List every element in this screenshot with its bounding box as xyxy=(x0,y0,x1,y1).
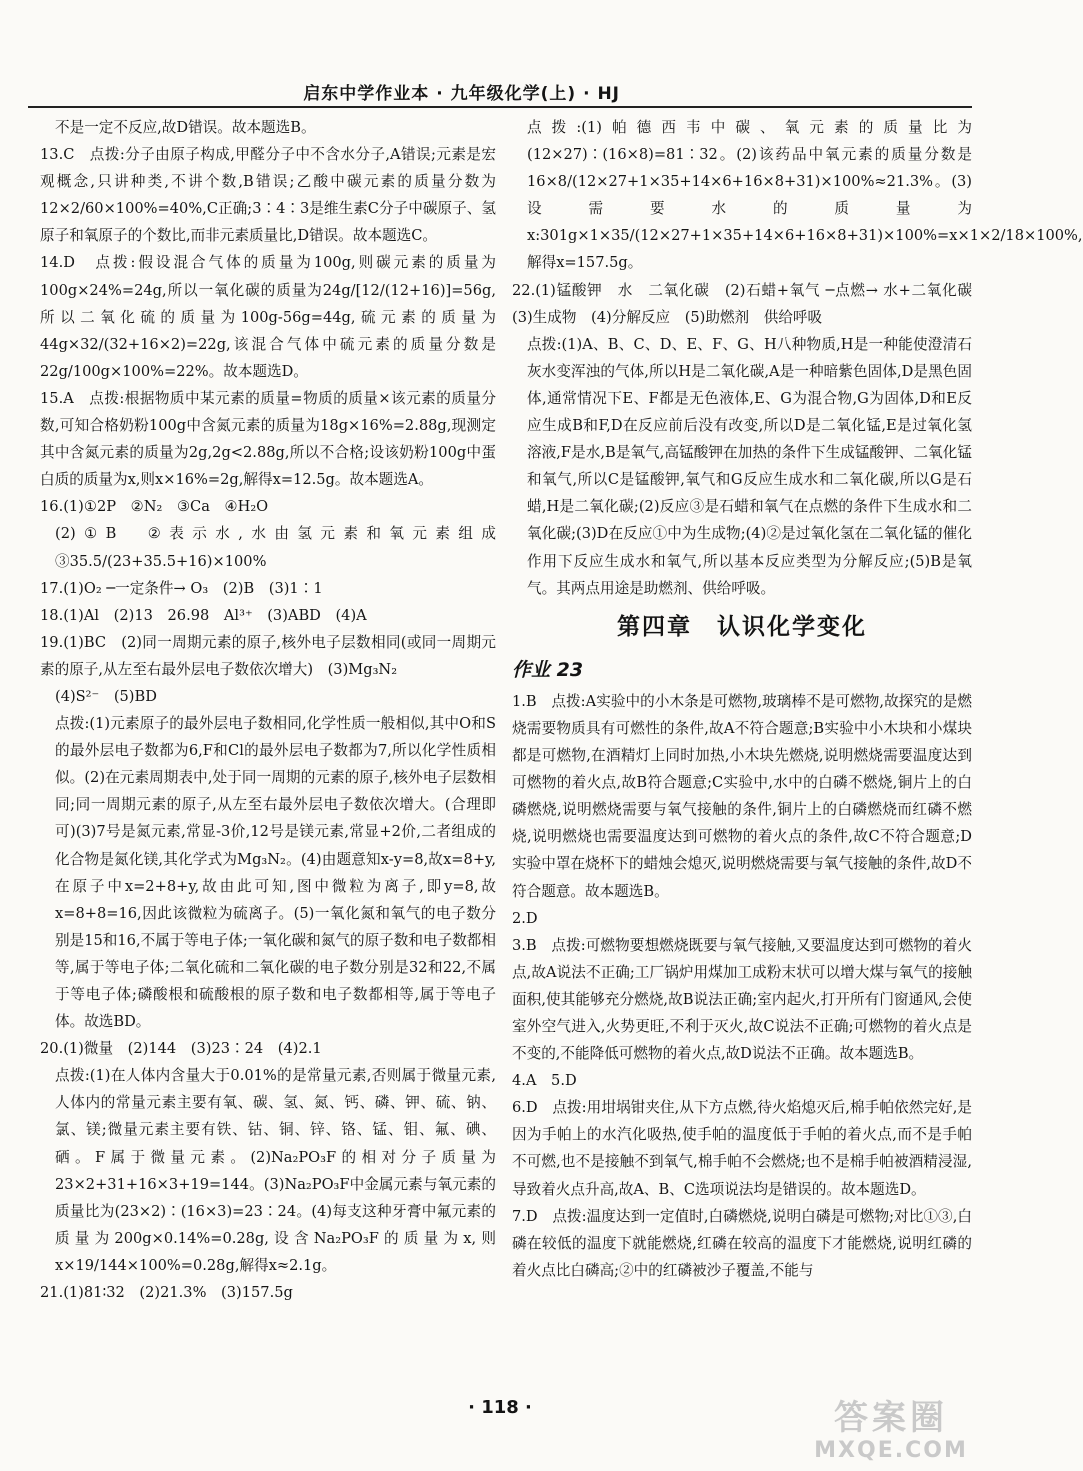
answer-paragraph: 22.(1)锰酸钾 水 二氧化碳 (2)石蜡+氧气 ─点燃→ 水+二氧化碳 (3)生成物 (4)分解反应 (5)助燃剂 供给呼吸 xyxy=(512,281,987,326)
watermark-url: MXQE.COM xyxy=(814,1438,968,1463)
answer-paragraph: 6.D 点拨:用坩埚钳夹住,从下方点燃,待火焰熄灭后,棉手帕依然完好,是因为手帕上的水汽化吸热,使手帕的温度低于手帕的着火点,而不是手帕不可燃,也不是接触不到氧气,棉手帕不会燃烧;也不是棉手帕被酒精浸湿,导致着火点升高,故A、B、C选项说法均是错误的。故本题选D。 xyxy=(512,1099,972,1198)
answer-paragraph: 18.(1)Al (2)13 26.98 Al³⁺ (3)ABD (4)A xyxy=(40,606,367,624)
answer-paragraph: (4)S²⁻ (5)BD xyxy=(55,687,157,705)
watermark-text: 答案圈 xyxy=(834,1398,948,1438)
page-number: · 118 · xyxy=(468,1397,532,1418)
answer-paragraph: 7.D 点拨:温度达到一定值时,白磷燃烧,说明白磷是可燃物;对比①③,白磷在较低的温度下就能燃烧,红磷在较高的温度下才能燃烧,说明红磷的着火点比白磷高;②中的红磷被沙子覆盖,不能与 xyxy=(512,1207,972,1279)
page-header xyxy=(28,82,972,108)
chapter-title: 第四章 认识化学变化 xyxy=(617,613,867,640)
answer-paragraph: 16.(1)①2P ②N₂ ③Ca ④H₂O xyxy=(40,498,269,516)
answer-paragraph: 14.D 点拨:假设混合气体的质量为100g,则碳元素的质量为100g×24%=24g,所以一氧化碳的质量为24g/[12/(12+16)]=56g,所以二氧化硫的质量为100g-56g=44g,硫元素的质量为44g×32/(32+16×2)=22g,该混合气体中硫元素的质量分数是22g/100g×100%=22%。故本题选D。 xyxy=(40,254,496,380)
answer-paragraph: 19.(1)BC (2)同一周期元素的原子,核外电子层数相同(或同一周期元素的原子,从左至右最外层电子数依次增大) (3)Mg₃N₂ xyxy=(40,633,496,678)
answer-paragraph: 13.C 点拨:分子由原子构成,甲醛分子中不含水分子,A错误;元素是宏观概念,只讲种类,不讲个数,B错误;乙酸中碳元素的质量分数为12×2/60×100%=40%,C正确;3∶4∶3是维生素C分子中碳原子、氢原子和氧原子的个数比,而非元素质量比,D错误。故本题选C。 xyxy=(40,146,496,245)
answer-paragraph: 1.B 点拨:A实验中的小木条是可燃物,玻璃棒不是可燃物,故探究的是燃烧需要物质具有可燃性的条件,故A不符合题意;B实验中小木块和小煤块都是可燃物,在酒精灯上同时加热,小木块先燃烧,说明燃烧需要温度达到可燃物的着火点,故B符合题意;C实验中,水中的白磷不燃烧,铜片上的白磷燃烧,说明燃烧需要与氧气接触的条件,铜片上的白磷燃烧而红磷不燃烧,说明燃烧也需要温度达到可燃物的着火点的条件,故C不符合题意;D实验中罩在烧杯下的蜡烛会熄灭,说明燃烧需要与氧气接触的条件,故D不符合题意。故本题选B。 xyxy=(512,692,972,900)
right-column-top xyxy=(512,114,1083,602)
header-title: 启东中学作业本 · 九年级化学(上) · HJ xyxy=(303,84,620,104)
answer-paragraph: (2)①B ②表示水,水由氢元素和氧元素组成 ③35.5/(23+35.5+16)×100% xyxy=(55,525,511,570)
answer-paragraph: 21.(1)81∶32 (2)21.3% (3)157.5g xyxy=(40,1284,293,1302)
answer-paragraph: 20.(1)微量 (2)144 (3)23∶24 (4)2.1 xyxy=(40,1040,322,1058)
watermark-logo xyxy=(796,1398,986,1466)
answer-paragraph: 17.(1)O₂ ─一定条件→ O₃ (2)B (3)1∶1 xyxy=(40,579,323,597)
answer-paragraph: 2.D xyxy=(512,909,538,927)
answer-paragraph: 点拨:(1)帕德西韦中碳、氧元素的质量比为(12×27)∶(16×8)=81∶32。(2)该药品中氧元素的质量分数是16×8/(12×27+1×35+14×6+16×8+31)×100%≈21.3%。(3)设需要水的质量为x:301g×1×35/(12×27+1×35+14×6+16×8+31)×100%=x×1×2/18×100%,解得x=157.5g。 xyxy=(527,119,1083,272)
answer-paragraph: 3.B 点拨:可燃物要想燃烧既要与氧气接触,又要温度达到可燃物的着火点,故A说法不正确;工厂锅炉用煤加工成粉末状可以增大煤与氧气的接触面积,使其能够充分燃烧,故B说法正确;室内起火,打开所有门窗通风,会使室外空气进入,火势更旺,不利于灭火,故C说法不正确;可燃物的着火点是不变的,不能降低可燃物的着火点,故D说法不正确。故本题选B。 xyxy=(512,936,972,1063)
answer-paragraph: 不是一定不反应,故D错误。故本题选B。 xyxy=(55,119,316,136)
answer-paragraph: 点拨:(1)在人体内含量大于0.01%的是常量元素,否则属于微量元素,人体内的常量元素主要有氧、碳、氢、氮、钙、磷、钾、硫、钠、氯、镁;微量元素主要有铁、钴、铜、锌、铬、锰、钼、氟、碘、硒。F属于微量元素。(2)Na₂PO₃F的相对分子质量为23×2+31+16×3+19=144。(3)Na₂PO₃F中金属元素与氧元素的质量比为(23×2)∶(16×3)=23∶24。(4)每支这种牙膏中氟元素的质量为200g×0.14%=0.28g,设含Na₂PO₃F的质量为x,则x×19/144×100%=0.28g,解得x≈2.1g。 xyxy=(55,1067,496,1274)
work-title: 作业 23 xyxy=(512,658,584,681)
right-column xyxy=(512,114,1083,1284)
answer-paragraph: 点拨:(1)A、B、C、D、E、F、G、H八种物质,H是一种能使澄清石灰水变浑浊的气体,所以H是二氧化碳,A是一种暗紫色固体,D是黑色固体,通常情况下E、F都是无色液体,E、G为混合物,G为固体,D和E反应生成B和F,D在反应前后没有改变,所以D是二氧化锰,E是过氧化氢溶液,F是水,B是氧气,高锰酸钾在加热的条件下生成锰酸钾、二氧化锰和氧气,所以C是锰酸钾,氧气和G反应生成水和二氧化碳,所以G是石蜡,H是二氧化碳;(2)反应③是石蜡和氧气在点燃的条件下生成水和二氧化碳;(3)D在反应①中为生成物;(4)②是过氧化氢在二氧化锰的催化作用下反应生成水和氧气,所以基本反应类型为分解反应;(5)B是氧气。其两点用途是助燃剂、供给呼吸。 xyxy=(527,335,972,597)
answer-paragraph: 4.A 5.D xyxy=(512,1072,577,1090)
right-column-bottom xyxy=(512,688,972,1284)
answer-paragraph: 15.A 点拨:根据物质中某元素的质量=物质的质量×该元素的质量分数,可知合格奶粉100g中含氮元素的质量为18g×16%=2.88g,现测定其中含氮元素的质量为2g,2g<2.88g,所以不合格;设该奶粉100g中蛋白质的质量为x,则x×16%=2g,解得x=12.5g。故本题选A。 xyxy=(40,389,496,489)
left-column xyxy=(40,114,511,1306)
answer-paragraph: 点拨:(1)元素原子的最外层电子数相同,化学性质一般相似,其中O和S的最外层电子数都为6,F和Cl的最外层电子数都为7,所以化学性质相似。(2)在元素周期表中,处于同一周期的元素的原子,核外电子层数相同;同一周期元素的原子,从左至右最外层电子数依次增大。(合理即可)(3)7号是氮元素,常显-3价,12号是镁元素,常显+2价,二者组成的化合物是氮化镁,其化学式为Mg₃N₂。(4)由题意知x-y=8,故x=8+y,在原子中x=2+8+y,故由此可知,图中微粒为离子,即y=8,故x=8+8=16,因此该微粒为硫离子。(5)一氧化氮和氧气的电子数分别是15和16,不属于等电子体;一氧化碳和氮气的原子数和电子数都相等,属于等电子体;二氧化硫和二氧化碳的电子数分别是32和22,不属于等电子体;磷酸根和硫酸根的原子数和电子数都相等,属于等电子体。故选BD。 xyxy=(55,715,496,1031)
